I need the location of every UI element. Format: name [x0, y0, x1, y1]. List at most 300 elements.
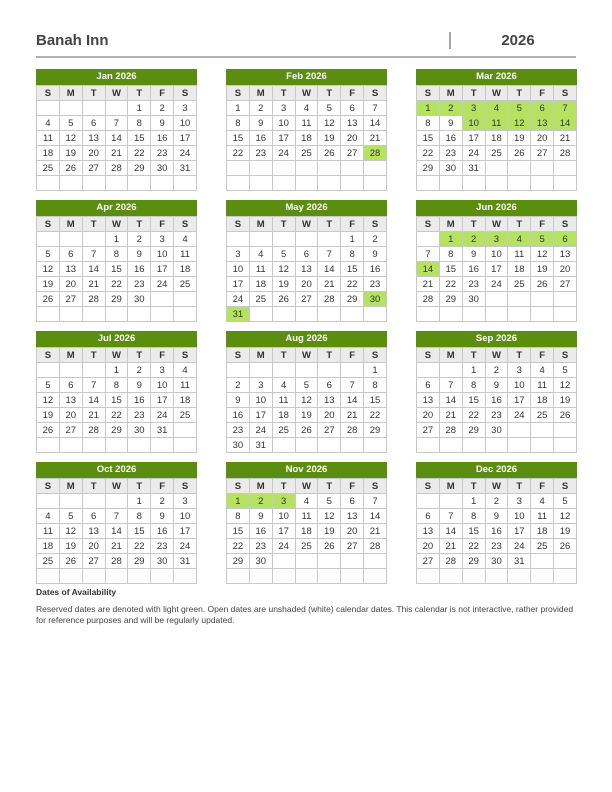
empty-day-cell [439, 363, 462, 378]
open-day-cell: 13 [318, 393, 341, 408]
week-row [227, 569, 387, 584]
open-day-cell: 23 [249, 539, 272, 554]
empty-day-cell [417, 569, 440, 584]
weekday-header-row [417, 479, 577, 494]
open-day-cell: 5 [554, 494, 577, 509]
empty-day-cell [508, 438, 531, 453]
month-table [36, 478, 197, 584]
month-calendar [36, 331, 197, 453]
weekday-header: S [227, 348, 250, 363]
open-day-cell: 14 [318, 262, 341, 277]
open-day-cell: 1 [105, 232, 128, 247]
reserved-day-cell: 2 [249, 494, 272, 509]
open-day-cell: 22 [462, 408, 485, 423]
month-calendar [226, 462, 387, 584]
open-day-cell: 24 [508, 539, 531, 554]
weekday-header: M [439, 86, 462, 101]
open-day-cell: 7 [439, 509, 462, 524]
legend-title: Dates of Availability [36, 587, 117, 597]
reserved-day-cell: 14 [554, 116, 577, 131]
empty-day-cell [128, 176, 151, 191]
open-day-cell: 30 [485, 423, 508, 438]
weekday-header: T [82, 348, 105, 363]
weekday-header: T [462, 217, 485, 232]
weekday-header: T [82, 217, 105, 232]
open-day-cell: 23 [128, 408, 151, 423]
open-day-cell: 6 [59, 247, 82, 262]
open-day-cell: 4 [295, 494, 318, 509]
weekday-header: M [59, 479, 82, 494]
empty-day-cell [318, 554, 341, 569]
open-day-cell: 20 [59, 277, 82, 292]
open-day-cell: 23 [485, 539, 508, 554]
empty-day-cell [341, 363, 364, 378]
empty-day-cell [37, 569, 60, 584]
open-day-cell: 13 [59, 262, 82, 277]
empty-day-cell [417, 494, 440, 509]
open-day-cell: 21 [82, 277, 105, 292]
open-day-cell: 8 [105, 378, 128, 393]
open-day-cell: 5 [318, 101, 341, 116]
weekday-header: S [364, 217, 387, 232]
weekday-header: F [341, 217, 364, 232]
empty-day-cell [462, 569, 485, 584]
month-title: Dec 2026 [416, 462, 577, 478]
open-day-cell: 12 [531, 247, 554, 262]
empty-day-cell [417, 176, 440, 191]
open-day-cell: 10 [508, 378, 531, 393]
open-day-cell: 9 [151, 509, 174, 524]
empty-day-cell [318, 363, 341, 378]
open-day-cell: 22 [341, 277, 364, 292]
empty-day-cell [508, 161, 531, 176]
weekday-header: W [105, 86, 128, 101]
open-day-cell: 8 [462, 509, 485, 524]
open-day-cell: 27 [531, 146, 554, 161]
week-row [417, 509, 577, 524]
empty-day-cell [508, 292, 531, 307]
open-day-cell: 21 [105, 146, 128, 161]
open-day-cell: 10 [508, 509, 531, 524]
open-day-cell: 8 [341, 247, 364, 262]
open-day-cell: 9 [128, 378, 151, 393]
empty-day-cell [272, 232, 295, 247]
week-row [227, 232, 387, 247]
weekday-header: T [462, 479, 485, 494]
open-day-cell: 19 [554, 524, 577, 539]
open-day-cell: 26 [554, 408, 577, 423]
open-day-cell: 3 [249, 378, 272, 393]
reserved-day-cell: 3 [462, 101, 485, 116]
empty-day-cell [341, 307, 364, 322]
weekday-header: W [295, 479, 318, 494]
empty-day-cell [462, 307, 485, 322]
open-day-cell: 19 [508, 131, 531, 146]
open-day-cell: 26 [59, 161, 82, 176]
open-day-cell: 6 [295, 247, 318, 262]
weekday-header: W [295, 86, 318, 101]
open-day-cell: 19 [318, 131, 341, 146]
open-day-cell: 26 [272, 292, 295, 307]
reserved-day-cell: 7 [554, 101, 577, 116]
empty-day-cell [37, 494, 60, 509]
open-day-cell: 22 [439, 277, 462, 292]
week-row [37, 232, 197, 247]
open-day-cell: 31 [174, 554, 197, 569]
open-day-cell: 12 [37, 393, 60, 408]
open-day-cell: 25 [295, 146, 318, 161]
month-table [36, 216, 197, 322]
open-day-cell: 7 [364, 494, 387, 509]
open-day-cell: 28 [318, 292, 341, 307]
week-row [37, 554, 197, 569]
week-row [227, 393, 387, 408]
week-row [37, 363, 197, 378]
reserved-day-cell: 30 [364, 292, 387, 307]
open-day-cell: 30 [462, 292, 485, 307]
open-day-cell: 11 [249, 262, 272, 277]
open-day-cell: 3 [227, 247, 250, 262]
open-day-cell: 4 [531, 363, 554, 378]
open-day-cell: 18 [272, 408, 295, 423]
empty-day-cell [174, 423, 197, 438]
month-title: Sep 2026 [416, 331, 577, 347]
open-day-cell: 15 [417, 131, 440, 146]
empty-day-cell [37, 101, 60, 116]
week-row [37, 161, 197, 176]
open-day-cell: 20 [417, 408, 440, 423]
empty-day-cell [364, 161, 387, 176]
open-day-cell: 29 [439, 292, 462, 307]
open-day-cell: 9 [249, 116, 272, 131]
open-day-cell: 24 [508, 408, 531, 423]
open-day-cell: 23 [128, 277, 151, 292]
empty-day-cell [249, 161, 272, 176]
empty-day-cell [531, 161, 554, 176]
open-day-cell: 24 [272, 146, 295, 161]
open-day-cell: 17 [151, 393, 174, 408]
empty-day-cell [508, 423, 531, 438]
open-day-cell: 10 [151, 378, 174, 393]
open-day-cell: 24 [151, 408, 174, 423]
open-day-cell: 10 [249, 393, 272, 408]
week-row [37, 131, 197, 146]
empty-day-cell [462, 176, 485, 191]
weekday-header: S [417, 86, 440, 101]
open-day-cell: 17 [508, 524, 531, 539]
empty-day-cell [59, 307, 82, 322]
empty-day-cell [531, 292, 554, 307]
open-day-cell: 2 [249, 101, 272, 116]
weekday-header: S [554, 348, 577, 363]
empty-day-cell [151, 438, 174, 453]
weekday-header: T [318, 348, 341, 363]
week-row [227, 116, 387, 131]
open-day-cell: 2 [128, 232, 151, 247]
open-day-cell: 23 [151, 146, 174, 161]
open-day-cell: 30 [128, 292, 151, 307]
open-day-cell: 17 [174, 131, 197, 146]
open-day-cell: 24 [227, 292, 250, 307]
open-day-cell: 9 [364, 247, 387, 262]
open-day-cell: 19 [59, 539, 82, 554]
open-day-cell: 21 [364, 524, 387, 539]
weekday-header-row [417, 86, 577, 101]
open-day-cell: 9 [227, 393, 250, 408]
month-calendar [416, 69, 577, 191]
empty-day-cell [508, 569, 531, 584]
week-row [227, 509, 387, 524]
reserved-day-cell: 5 [508, 101, 531, 116]
open-day-cell: 27 [341, 539, 364, 554]
empty-day-cell [554, 307, 577, 322]
weekday-header: S [554, 217, 577, 232]
empty-day-cell [105, 494, 128, 509]
empty-day-cell [318, 569, 341, 584]
open-day-cell: 12 [295, 393, 318, 408]
week-row [37, 101, 197, 116]
empty-day-cell [485, 438, 508, 453]
open-day-cell: 3 [174, 101, 197, 116]
empty-day-cell [82, 307, 105, 322]
weekday-header-row [227, 348, 387, 363]
open-day-cell: 16 [485, 393, 508, 408]
week-row [417, 176, 577, 191]
empty-day-cell [82, 363, 105, 378]
weekday-header: M [59, 86, 82, 101]
week-row [417, 554, 577, 569]
month-title: Feb 2026 [226, 69, 387, 85]
open-day-cell: 5 [59, 509, 82, 524]
open-day-cell: 25 [485, 146, 508, 161]
open-day-cell: 23 [249, 146, 272, 161]
weekday-header: F [341, 86, 364, 101]
open-day-cell: 14 [364, 116, 387, 131]
weekday-header: T [82, 86, 105, 101]
open-day-cell: 28 [105, 161, 128, 176]
open-day-cell: 15 [128, 131, 151, 146]
empty-day-cell [227, 363, 250, 378]
empty-day-cell [174, 292, 197, 307]
week-row [37, 146, 197, 161]
empty-day-cell [82, 176, 105, 191]
week-row [37, 247, 197, 262]
open-day-cell: 26 [508, 146, 531, 161]
empty-day-cell [295, 232, 318, 247]
empty-day-cell [364, 438, 387, 453]
week-row [417, 539, 577, 554]
open-day-cell: 9 [485, 509, 508, 524]
week-row [417, 247, 577, 262]
weekday-header: M [249, 217, 272, 232]
week-row [417, 277, 577, 292]
empty-day-cell [554, 423, 577, 438]
open-day-cell: 14 [341, 393, 364, 408]
weekday-header: M [439, 479, 462, 494]
month-title: Jan 2026 [36, 69, 197, 85]
open-day-cell: 22 [128, 539, 151, 554]
empty-day-cell [531, 438, 554, 453]
open-day-cell: 27 [417, 423, 440, 438]
open-day-cell: 16 [485, 524, 508, 539]
empty-day-cell [37, 307, 60, 322]
open-day-cell: 22 [227, 539, 250, 554]
week-row [37, 292, 197, 307]
empty-day-cell [341, 554, 364, 569]
open-day-cell: 13 [554, 247, 577, 262]
calendar-year: 2026 [501, 32, 535, 49]
empty-day-cell [37, 176, 60, 191]
empty-day-cell [439, 494, 462, 509]
month-title: Nov 2026 [226, 462, 387, 478]
open-day-cell: 23 [485, 408, 508, 423]
weekday-header: T [462, 86, 485, 101]
open-day-cell: 7 [105, 116, 128, 131]
open-day-cell: 10 [174, 116, 197, 131]
weekday-header: F [341, 479, 364, 494]
open-day-cell: 27 [59, 423, 82, 438]
empty-day-cell [249, 176, 272, 191]
open-day-cell: 26 [59, 554, 82, 569]
open-day-cell: 6 [341, 101, 364, 116]
open-day-cell: 4 [37, 116, 60, 131]
empty-day-cell [105, 101, 128, 116]
open-day-cell: 24 [485, 277, 508, 292]
open-day-cell: 9 [128, 247, 151, 262]
open-day-cell: 25 [174, 408, 197, 423]
weekday-header: W [105, 348, 128, 363]
open-day-cell: 27 [82, 554, 105, 569]
weekday-header-row [37, 86, 197, 101]
week-row [417, 116, 577, 131]
empty-day-cell [318, 438, 341, 453]
empty-day-cell [82, 569, 105, 584]
open-day-cell: 22 [364, 408, 387, 423]
week-row [417, 408, 577, 423]
open-day-cell: 18 [295, 131, 318, 146]
open-day-cell: 14 [82, 262, 105, 277]
open-day-cell: 12 [554, 509, 577, 524]
header-separator [449, 32, 451, 49]
week-row [37, 378, 197, 393]
week-row [227, 146, 387, 161]
open-day-cell: 6 [318, 378, 341, 393]
weekday-header: S [174, 348, 197, 363]
weekday-header: M [249, 479, 272, 494]
open-day-cell: 23 [227, 423, 250, 438]
open-day-cell: 19 [59, 146, 82, 161]
open-day-cell: 27 [295, 292, 318, 307]
empty-day-cell [151, 569, 174, 584]
empty-day-cell [295, 176, 318, 191]
open-day-cell: 23 [364, 277, 387, 292]
open-day-cell: 6 [417, 378, 440, 393]
open-day-cell: 7 [341, 378, 364, 393]
month-table [416, 478, 577, 584]
empty-day-cell [554, 438, 577, 453]
week-row [227, 131, 387, 146]
weekday-header: F [151, 348, 174, 363]
open-day-cell: 29 [417, 161, 440, 176]
empty-day-cell [554, 292, 577, 307]
weekday-header: M [439, 348, 462, 363]
open-day-cell: 29 [128, 554, 151, 569]
weekday-header: W [295, 348, 318, 363]
week-row [417, 569, 577, 584]
open-day-cell: 29 [462, 423, 485, 438]
open-day-cell: 8 [364, 378, 387, 393]
open-day-cell: 3 [508, 494, 531, 509]
weekday-header-row [417, 217, 577, 232]
open-day-cell: 29 [227, 554, 250, 569]
open-day-cell: 1 [462, 494, 485, 509]
weekday-header: S [227, 217, 250, 232]
week-row [227, 363, 387, 378]
empty-day-cell [439, 569, 462, 584]
open-day-cell: 11 [37, 131, 60, 146]
weekday-header: T [128, 86, 151, 101]
empty-day-cell [59, 101, 82, 116]
open-day-cell: 24 [174, 146, 197, 161]
open-day-cell: 28 [82, 423, 105, 438]
open-day-cell: 18 [174, 262, 197, 277]
open-day-cell: 22 [227, 146, 250, 161]
open-day-cell: 29 [128, 161, 151, 176]
weekday-header: S [174, 86, 197, 101]
open-day-cell: 11 [295, 509, 318, 524]
open-day-cell: 5 [295, 378, 318, 393]
empty-day-cell [318, 161, 341, 176]
open-day-cell: 30 [485, 554, 508, 569]
open-day-cell: 25 [531, 408, 554, 423]
empty-day-cell [295, 554, 318, 569]
empty-day-cell [82, 232, 105, 247]
open-day-cell: 21 [341, 408, 364, 423]
open-day-cell: 3 [272, 101, 295, 116]
open-day-cell: 18 [295, 524, 318, 539]
weekday-header: S [227, 479, 250, 494]
open-day-cell: 5 [37, 378, 60, 393]
empty-day-cell [318, 307, 341, 322]
weekday-header: S [227, 86, 250, 101]
open-day-cell: 21 [318, 277, 341, 292]
week-row [227, 554, 387, 569]
week-row [227, 408, 387, 423]
open-day-cell: 12 [272, 262, 295, 277]
empty-day-cell [417, 438, 440, 453]
empty-day-cell [508, 176, 531, 191]
open-day-cell: 27 [341, 146, 364, 161]
open-day-cell: 10 [485, 247, 508, 262]
empty-day-cell [341, 438, 364, 453]
reserved-day-cell: 1 [439, 232, 462, 247]
week-row [37, 539, 197, 554]
open-day-cell: 25 [508, 277, 531, 292]
open-day-cell: 19 [37, 408, 60, 423]
week-row [227, 247, 387, 262]
open-day-cell: 26 [37, 423, 60, 438]
week-row [227, 438, 387, 453]
open-day-cell: 25 [37, 554, 60, 569]
empty-day-cell [272, 569, 295, 584]
open-day-cell: 11 [531, 509, 554, 524]
empty-day-cell [272, 307, 295, 322]
empty-day-cell [364, 307, 387, 322]
weekday-header: T [82, 479, 105, 494]
month-calendar [36, 462, 197, 584]
weekday-header: F [341, 348, 364, 363]
open-day-cell: 7 [82, 247, 105, 262]
